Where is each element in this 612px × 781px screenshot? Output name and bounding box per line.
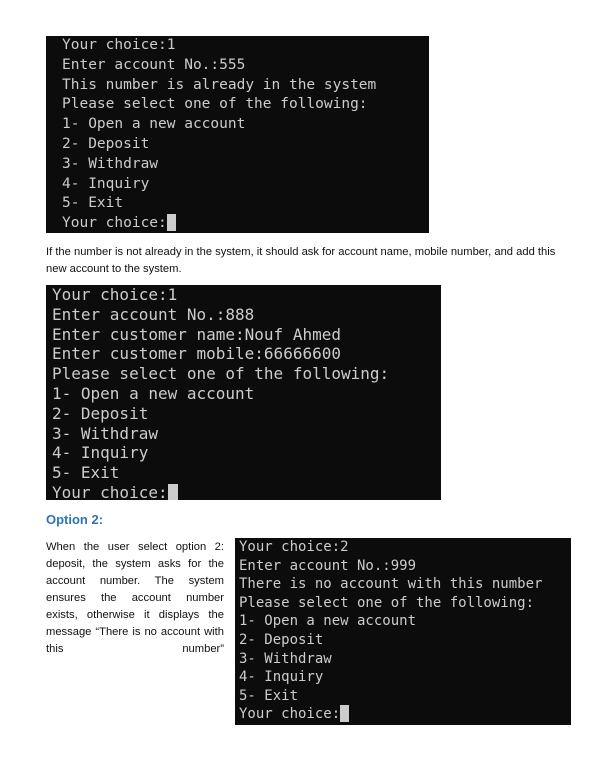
console-prompt: Your choice: bbox=[62, 215, 167, 232]
console-line: 3- Withdraw bbox=[239, 650, 332, 667]
console-line: 2- Deposit bbox=[239, 631, 324, 648]
console-line: 5- Exit bbox=[62, 195, 124, 212]
console-line: Your choice:1 bbox=[52, 285, 178, 304]
paragraph-line: this number” bbox=[46, 643, 224, 655]
console-line: Enter account No.:555 bbox=[62, 56, 246, 73]
paragraph-line: ensures the account number bbox=[46, 592, 224, 604]
console-output-option1-new bbox=[46, 285, 441, 500]
console-line: Please select one of the following: bbox=[52, 364, 390, 384]
console-line: Enter customer name:Nouf Ahmed bbox=[52, 324, 341, 344]
paragraph-line: deposit, the system asks for the bbox=[46, 558, 224, 570]
console-prompt: Your choice: bbox=[239, 706, 341, 723]
paragraph-line: exists, otherwise it displays the bbox=[46, 609, 224, 621]
console-line: 4- Inquiry bbox=[62, 175, 150, 192]
console-line: 2- Deposit bbox=[62, 135, 150, 152]
console-line: 5- Exit bbox=[239, 687, 299, 704]
console-line: Please select one of the following: bbox=[62, 96, 368, 113]
console-line: Your choice:2 bbox=[239, 539, 349, 555]
console-prompt: Your choice: bbox=[52, 482, 168, 500]
console-output-option1-existing bbox=[46, 36, 429, 233]
console-line: Enter account No.:888 bbox=[52, 304, 255, 324]
console-line: 4- Inquiry bbox=[52, 443, 149, 463]
text-cursor bbox=[167, 214, 176, 231]
console-line: 4- Inquiry bbox=[239, 669, 324, 686]
console-line: 1- Open a new account bbox=[62, 116, 246, 133]
section-heading-option-2: Option 2: bbox=[46, 512, 104, 527]
paragraph-line: account number. The system bbox=[46, 575, 224, 587]
text-cursor bbox=[168, 484, 178, 500]
console-prompt-line bbox=[62, 214, 429, 233]
console-line: Your choice:1 bbox=[62, 37, 176, 53]
console-line: There is no account with this number bbox=[239, 576, 543, 593]
console-line: Enter account No.:999 bbox=[239, 557, 417, 574]
paragraph-option2-explanation bbox=[46, 539, 224, 658]
console-line: 3- Withdraw bbox=[62, 155, 159, 172]
console-line: 5- Exit bbox=[52, 463, 120, 483]
console-line: 1- Open a new account bbox=[239, 613, 417, 630]
console-line: This number is already in the system bbox=[62, 76, 377, 93]
console-prompt-line bbox=[239, 705, 571, 724]
console-line: Please select one of the following: bbox=[239, 594, 535, 611]
console-prompt-line bbox=[52, 483, 441, 500]
console-line: Enter customer mobile:66666600 bbox=[52, 344, 341, 364]
paragraph-line: When the user select option 2: bbox=[46, 541, 224, 553]
console-line: 3- Withdraw bbox=[52, 423, 158, 443]
console-output-option2 bbox=[235, 538, 571, 725]
console-line: 2- Deposit bbox=[52, 403, 149, 423]
paragraph-new-account-explanation: If the number is not already in the system, it should ask for account name, mobile number, and add this new account to the system. bbox=[46, 246, 556, 275]
console-line: 1- Open a new account bbox=[52, 383, 255, 403]
paragraph-line: message “There is no account with bbox=[46, 626, 224, 638]
text-cursor bbox=[340, 705, 349, 722]
